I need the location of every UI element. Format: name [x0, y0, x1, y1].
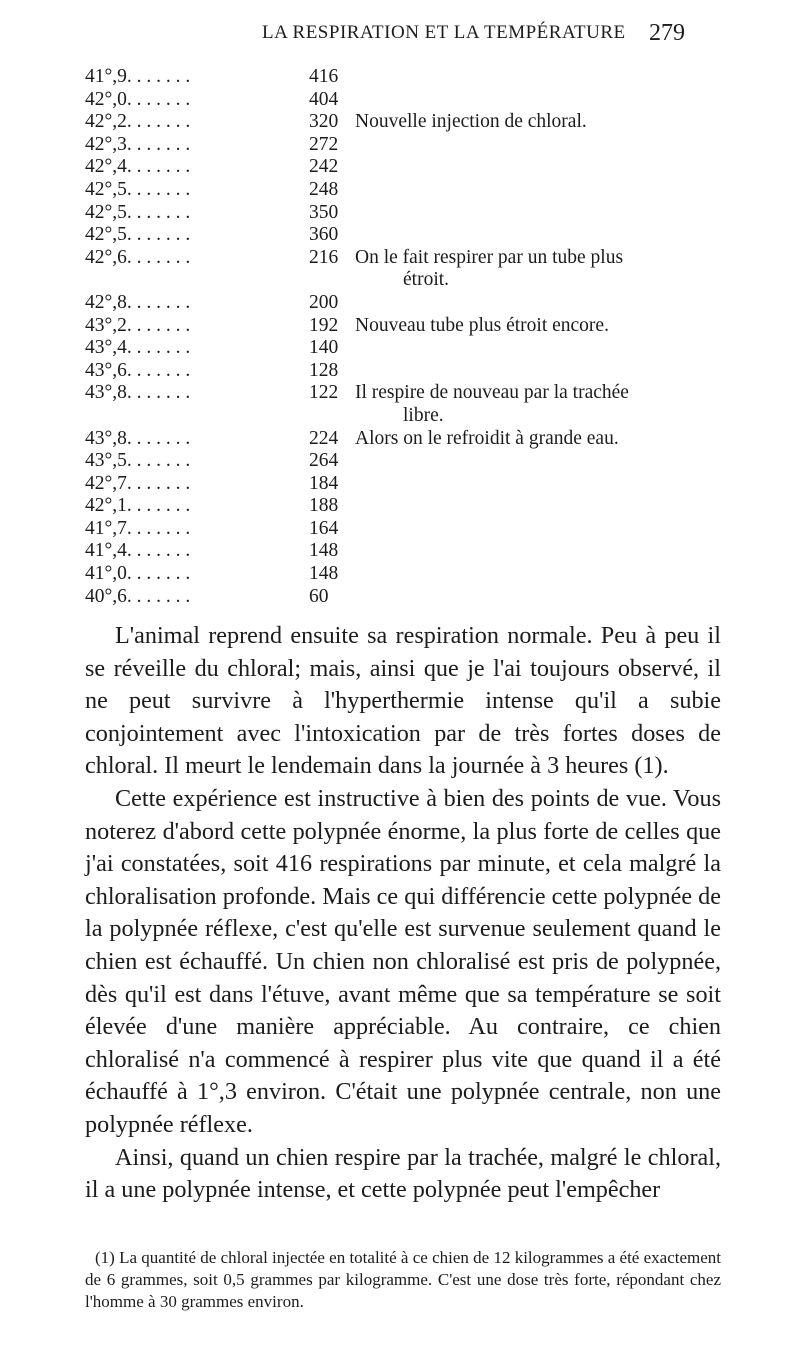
respiration-cell: 264 [309, 450, 339, 472]
note-line-continued: libre. [403, 404, 444, 426]
respiration-cell: 350 [309, 201, 339, 223]
temperature-cell: 43°,8. . . . . . . [85, 382, 191, 404]
respiration-cell: 416 [309, 66, 339, 87]
respiration-cell: 248 [309, 178, 339, 200]
respiration-cell: 404 [309, 88, 339, 110]
table-row [85, 156, 725, 179]
note-line-continued: étroit. [403, 269, 450, 291]
paragraph: L'animal reprend ensuite sa respiration normale. Peu à peu il se réveille du chloral; mais, ainsi que je l'ai toujours observé, il ne peut survivre à l'hyperthermie intense qu'il a subie conjointement avec l'intoxication par de très fortes doses de chloral. Il meurt le lendemain dans la journée à 3 heures (1). [85, 622, 721, 780]
note-line: Nouvelle injection de chloral. [355, 111, 587, 133]
table-row [85, 224, 725, 247]
respiration-cell: 148 [309, 563, 339, 585]
temperature-cell: 40°,6. . . . . . . [85, 585, 191, 607]
table-row [85, 179, 725, 202]
temperature-cell: 41°,4. . . . . . . [85, 540, 191, 562]
respiration-cell: 192 [309, 314, 339, 336]
temperature-cell: 42°,8. . . . . . . [85, 291, 191, 313]
temperature-cell: 42°,3. . . . . . . [85, 133, 191, 155]
table-row [85, 563, 725, 586]
temperature-cell: 42°,6. . . . . . . [85, 246, 191, 268]
respiration-cell: 216 [309, 246, 339, 268]
respiration-cell: 128 [309, 359, 339, 381]
footnote-text: (1) La quantité de chloral injectée en totalité à ce chien de 12 kilogrammes a été exactement de 6 grammes, soit 0,5 grammes par kilogramme. C'est une dose très forte, répondant chez l'homme à 30 grammes environ. [85, 1248, 721, 1311]
table-row [85, 111, 725, 134]
paragraph: Ainsi, quand un chien respire par la trachée, malgré le chloral, il a une polypnée intense, et cette polypnée peut l'empêcher [85, 1143, 721, 1204]
temperature-cell: 42°,2. . . . . . . [85, 111, 191, 133]
temperature-cell: 41°,7. . . . . . . [85, 517, 191, 539]
respiration-cell: 272 [309, 133, 339, 155]
table-row [85, 292, 725, 315]
note-cell [355, 382, 720, 427]
respiration-cell: 164 [309, 517, 339, 539]
note-line: Il respire de nouveau par la trachée [355, 382, 629, 404]
note-line: On le fait respirer par un tube plus [355, 246, 624, 268]
temperature-cell: 42°,7. . . . . . . [85, 472, 191, 494]
respiration-cell: 200 [309, 291, 339, 313]
page-header [0, 20, 801, 60]
table-row [85, 247, 725, 292]
temperature-cell: 43°,4. . . . . . . [85, 337, 191, 359]
table-row [85, 315, 725, 338]
respiration-cell: 188 [309, 495, 339, 517]
temperature-cell: 41°,0. . . . . . . [85, 563, 191, 585]
temperature-cell: 41°,9. . . . . . . [85, 66, 191, 87]
table-row [85, 89, 725, 112]
respiration-cell: 360 [309, 224, 339, 246]
table-row [85, 382, 725, 427]
temperature-cell: 43°,2. . . . . . . [85, 314, 191, 336]
page-number: 279 [649, 20, 685, 46]
table-row [85, 134, 725, 157]
table-row [85, 202, 725, 225]
table-row [85, 450, 725, 473]
paragraph: Cette expérience est instructive à bien des points de vue. Vous noterez d'abord cette polypnée énorme, la plus forte de celles que j'ai constatées, soit 416 respirations par minute, et cela malgré la chloralisation profonde. Mais ce qui différencie cette polypnée de la polypnée réflexe, c'est qu'elle est survenue seulement quand le chien est échauffé. Un chien non chloralisé est pris de polypnée, dès qu'il est dans l'étuve, avant même que sa température se soit élevée d'une manière appréciable. Au contraire, ce chien chloralisé n'a commencé à respirer plus vite que quand il a été échauffé à 1°,3 environ. C'était une polypnée centrale, non une polypnée réflexe. [85, 784, 721, 1138]
temperature-cell: 42°,0. . . . . . . [85, 88, 191, 110]
note-line: Nouveau tube plus étroit encore. [355, 314, 609, 336]
temperature-cell: 42°,5. . . . . . . [85, 201, 191, 223]
temperature-cell: 43°,8. . . . . . . [85, 427, 191, 449]
note-line: Alors on le refroidit à grande eau. [355, 427, 619, 449]
temperature-cell: 43°,6. . . . . . . [85, 359, 191, 381]
respiration-cell: 184 [309, 472, 339, 494]
respiration-cell: 320 [309, 111, 339, 133]
note-cell [355, 247, 720, 292]
temperature-cell: 42°,1. . . . . . . [85, 495, 191, 517]
running-head: LA RESPIRATION ET LA TEMPÉRATURE [262, 22, 626, 43]
table-row [85, 473, 725, 496]
note-cell [355, 428, 720, 451]
table-row [85, 586, 725, 609]
body-text [85, 620, 721, 1207]
respiration-cell: 148 [309, 540, 339, 562]
respiration-cell: 224 [309, 427, 339, 449]
table-row [85, 540, 725, 563]
table-row [85, 428, 725, 451]
footnote [85, 1247, 721, 1313]
respiration-cell: 122 [309, 382, 339, 404]
note-cell [355, 315, 720, 338]
temperature-cell: 42°,5. . . . . . . [85, 224, 191, 246]
temperature-cell: 42°,5. . . . . . . [85, 178, 191, 200]
temperature-cell: 43°,5. . . . . . . [85, 450, 191, 472]
respiration-cell: 60 [309, 585, 329, 607]
respiration-cell: 140 [309, 337, 339, 359]
temperature-cell: 42°,4. . . . . . . [85, 156, 191, 178]
experiment-table [85, 66, 725, 608]
note-cell [355, 111, 720, 134]
table-row [85, 518, 725, 541]
table-row [85, 337, 725, 360]
table-row [85, 66, 725, 89]
table-row [85, 360, 725, 383]
respiration-cell: 242 [309, 156, 339, 178]
table-row [85, 495, 725, 518]
